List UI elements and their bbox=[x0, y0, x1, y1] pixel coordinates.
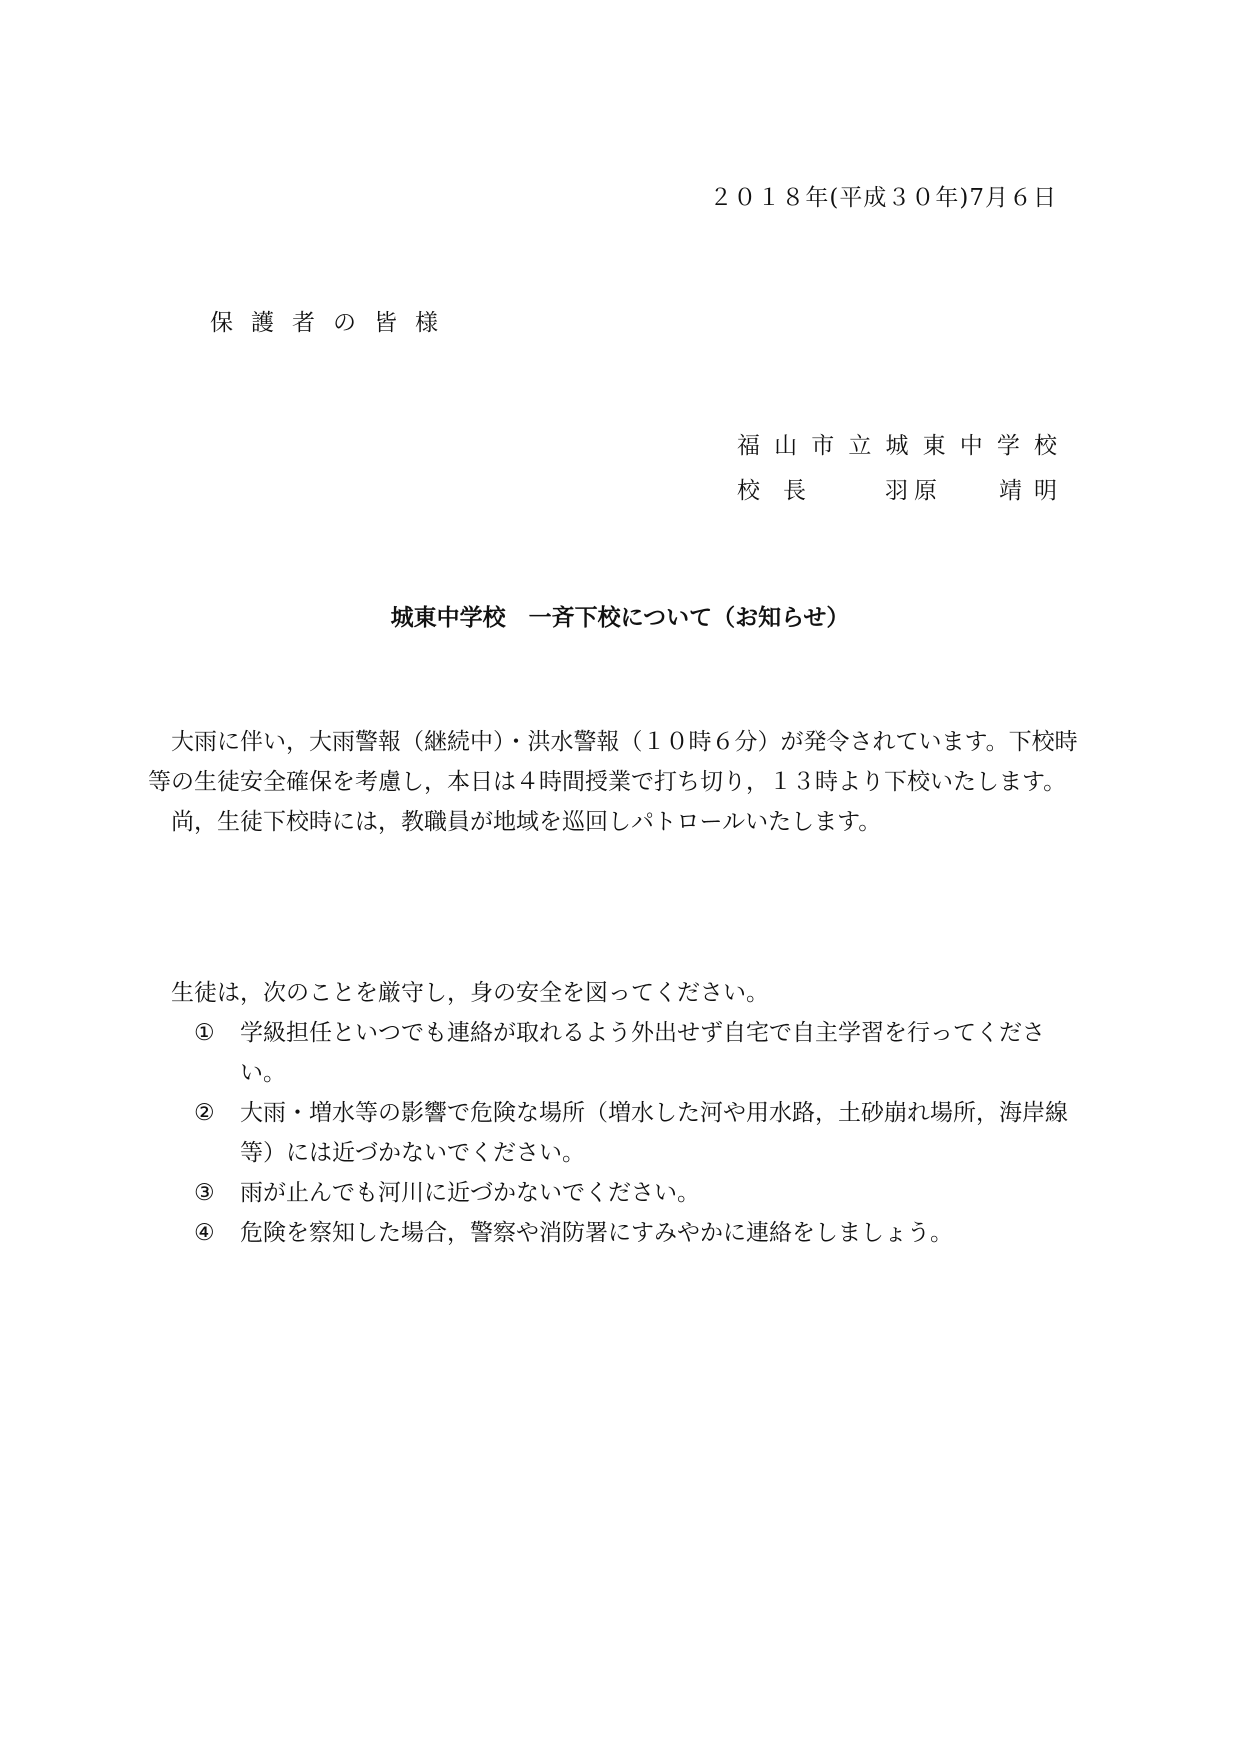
instructions-lead: 生徒は，次のことを厳守し，身の安全を図ってください。 bbox=[171, 980, 769, 1006]
principal-title: 校 長 bbox=[737, 478, 806, 504]
instruction-item bbox=[194, 1093, 1088, 1173]
instruction-text: 学級担任といつでも連絡が取れるよう外出せず自宅で自主学習を行ってください。 bbox=[240, 1020, 1045, 1086]
instruction-number: ③ bbox=[194, 1180, 215, 1206]
instruction-number: ② bbox=[194, 1100, 215, 1126]
instruction-number: ④ bbox=[194, 1220, 215, 1246]
addressee: 保護者の皆様 bbox=[210, 310, 456, 336]
school-name-char: 学 bbox=[996, 433, 1020, 459]
instruction-item bbox=[194, 1013, 1088, 1093]
document-title: 城東中学校 一斉下校について（お知らせ） bbox=[390, 605, 850, 631]
school-name-char: 城 bbox=[885, 433, 909, 459]
principal-family-name: 羽原 bbox=[885, 478, 943, 504]
body-paragraph: 大雨に伴い，大雨警報（継続中）・洪水警報（１０時６分）が発令されています。下校時等の生徒安全確保を考慮し，本日は４時間授業で打ち切り，１３時より下校いたします。 bbox=[148, 729, 1078, 795]
instructions bbox=[148, 973, 1088, 1253]
school-name-char: 東 bbox=[922, 433, 946, 459]
instruction-text: 雨が止んでも河川に近づかないでください。 bbox=[240, 1180, 700, 1206]
body-text bbox=[148, 722, 1088, 842]
school-name-char: 山 bbox=[774, 433, 798, 459]
sender-school-name bbox=[737, 430, 1057, 462]
instruction-text: 大雨・増水等の影響で危険な場所（増水した河や用水路，土砂崩れ場所，海岸線等）には近づかないでください。 bbox=[240, 1100, 1068, 1166]
document-date: ２０１８年(平成３０年)7月６日 bbox=[709, 185, 1057, 211]
sender-principal bbox=[737, 475, 1069, 507]
body-paragraph: 尚，生徒下校時には，教職員が地域を巡回しパトロールいたします。 bbox=[171, 809, 882, 835]
school-name-char: 市 bbox=[811, 433, 835, 459]
school-name-char: 福 bbox=[737, 433, 760, 459]
instruction-text: 危険を察知した場合，警察や消防署にすみやかに連絡をしましょう。 bbox=[240, 1220, 953, 1246]
instruction-item bbox=[194, 1213, 1088, 1253]
instruction-number: ① bbox=[194, 1020, 215, 1046]
school-name-char: 立 bbox=[848, 433, 872, 459]
instruction-item bbox=[194, 1173, 1088, 1213]
school-name-char: 中 bbox=[959, 433, 983, 459]
school-name-char: 校 bbox=[1034, 433, 1057, 459]
principal-given-name: 靖明 bbox=[999, 478, 1069, 504]
